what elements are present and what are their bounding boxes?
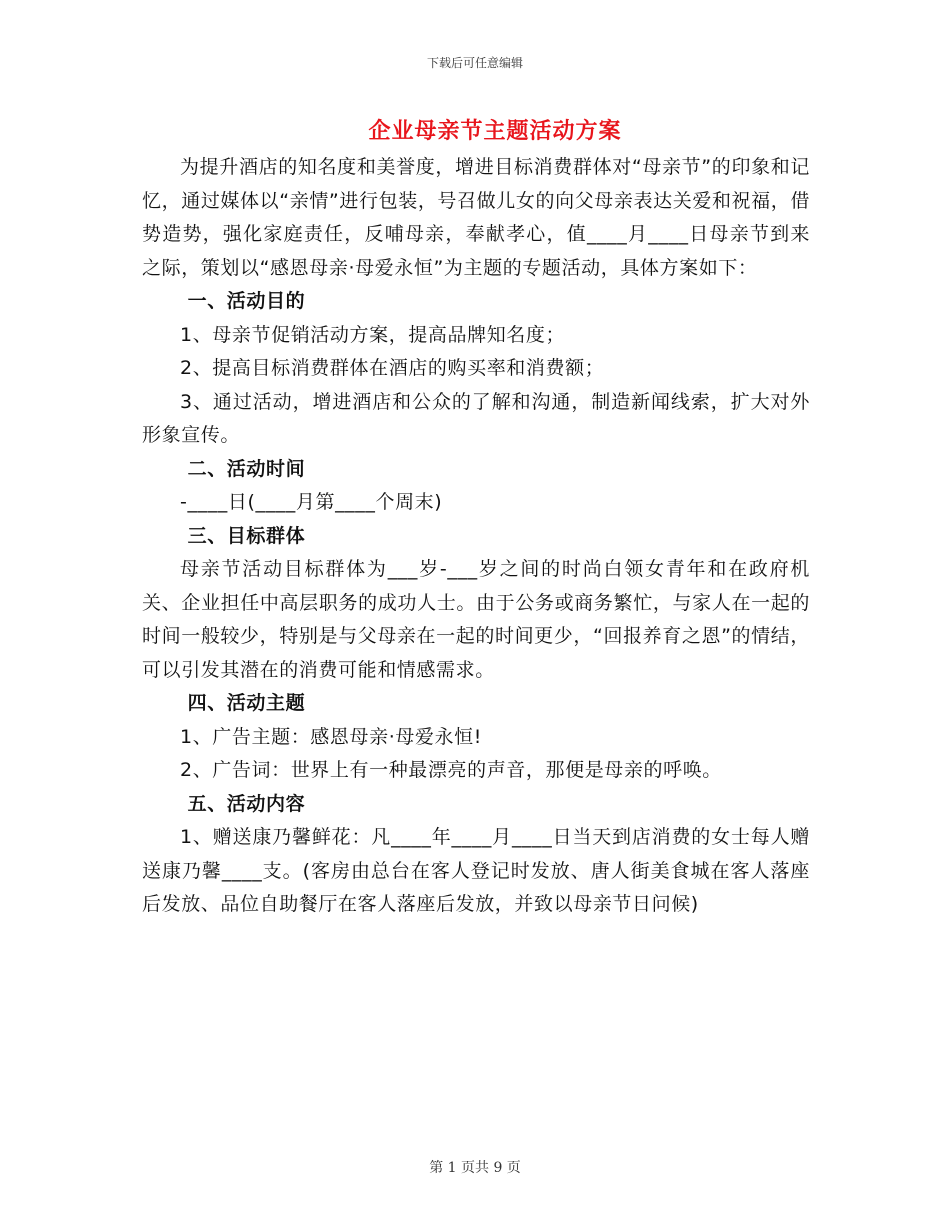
section-heading-audience: 三、目标群体 xyxy=(187,524,306,547)
content-item: 1、赠送康乃馨鲜花：凡____年____月____日当天到店消费的女士每人赠送康乃馨____支。(客房由总台在客人登记时发放、唐人街美食城在客人落座后发放、品位自助餐厅在客人落座后发放，并致以母亲节日问候) xyxy=(142,826,810,915)
document-title: 企业母亲节主题活动方案 xyxy=(368,119,622,144)
section-heading-goals: 一、活动目的 xyxy=(187,290,306,312)
theme-item: 1、广告主题：感恩母亲·母爱永恒! xyxy=(180,725,482,748)
section-heading-content: 五、活动内容 xyxy=(187,792,306,815)
audience-paragraph: 母亲节活动目标群体为___岁-___岁之间的时尚白领女青年和在政府机关、企业担任中高层职务的成功人士。由于公务或商务繁忙，与家人在一起的时间一般较少，特别是与父母亲在一起的时间更少，“回报养育之恩”的情结，可以引发其潜在的消费可能和情感需求。 xyxy=(142,558,810,681)
goal-item: 2、提高目标消费群体在酒店的购买率和消费额； xyxy=(180,357,605,379)
header-note: 下载后可任意编辑 xyxy=(426,56,523,70)
time-text: -____日(____月第____个周末) xyxy=(180,491,443,513)
page-number: 第 1 页共 9 页 xyxy=(429,1160,521,1176)
section-heading-time: 二、活动时间 xyxy=(187,457,306,480)
theme-item: 2、广告词：世界上有一种最漂亮的声音，那便是母亲的呼唤。 xyxy=(180,759,722,781)
goal-item: 3、通过活动，增进酒店和公众的了解和沟通，制造新闻线索，扩大对外形象宣传。 xyxy=(142,390,810,446)
intro-paragraph: 为提升酒店的知名度和美誉度，增进目标消费群体对“母亲节”的印象和记忆，通过媒体以“亲情”进行包装，号召做儿女的向父母亲表达关爱和祝福，借势造势，强化家庭责任，反哺母亲，奉献孝心，值____月____日母亲节到来之际，策划以“感恩母亲·母爱永恒”为主题的专题活动，具体方案如下： xyxy=(142,156,810,279)
document-body xyxy=(142,151,810,922)
goal-item: 1、母亲节促销活动方案，提高品牌知名度； xyxy=(180,323,566,346)
section-heading-theme: 四、活动主题 xyxy=(187,692,306,714)
